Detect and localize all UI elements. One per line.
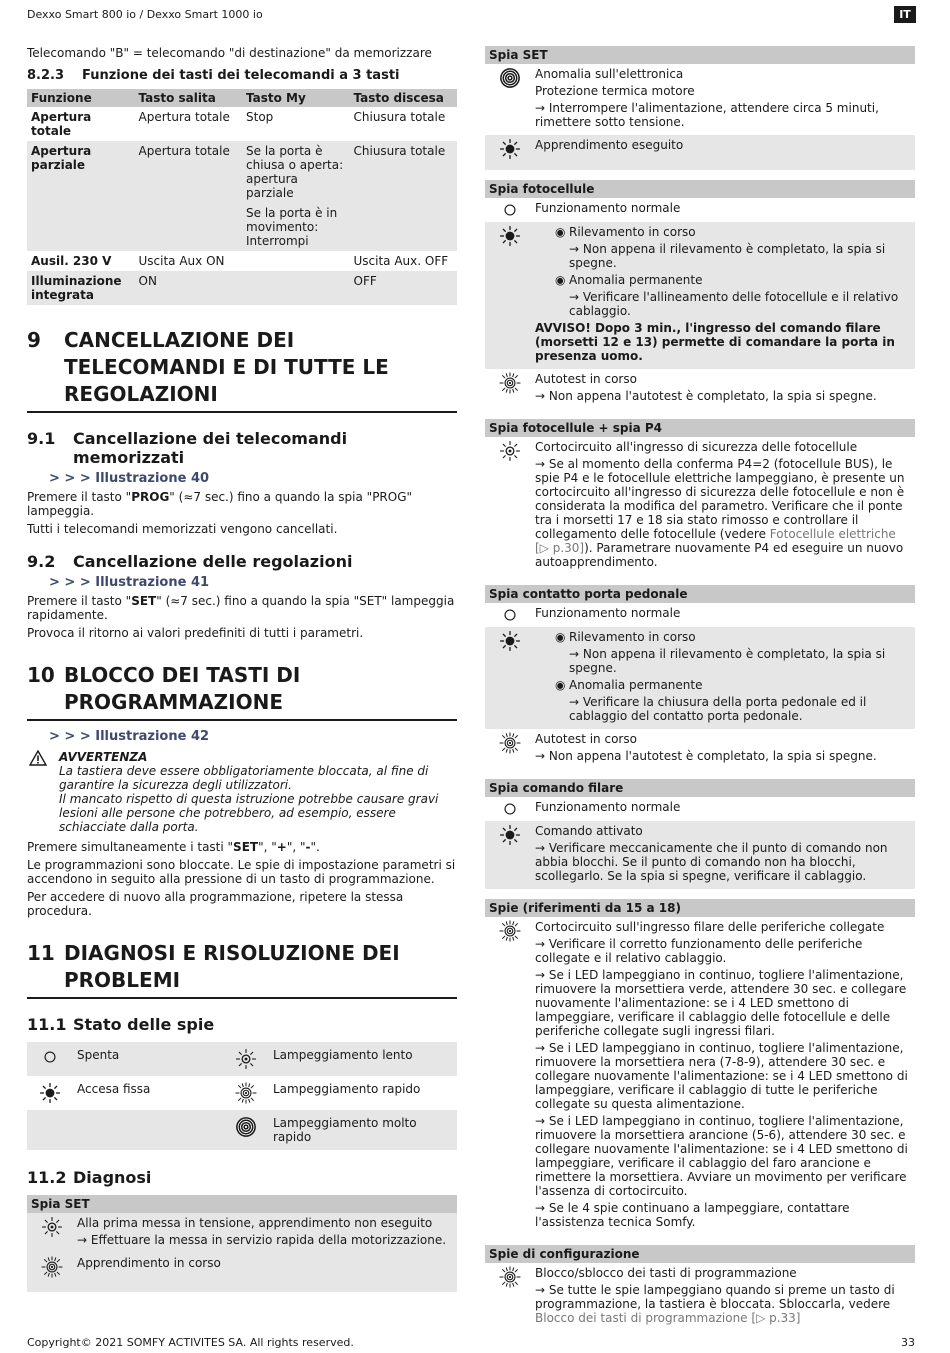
- box-title: Spia fotocellule + spia P4: [485, 419, 915, 437]
- spie-configurazione-box: [485, 1245, 915, 1331]
- paragraph: Premere il tasto "SET" (≈7 sec.) fino a quando la spia "SET" lampeggia rapidamente.: [27, 594, 455, 622]
- led-off-icon: [41, 1048, 59, 1066]
- box-title: Spie (riferimenti da 15 a 18): [485, 899, 915, 917]
- warning-text: Il mancato rispetto di questa istruzione potrebbe causare gravi lesioni alle persone che potrebbero, ad esempio, essere schiacciate dalla porta.: [59, 792, 439, 834]
- box-title: Spia SET: [27, 1195, 457, 1213]
- list-item: Cortocircuito all'ingresso di sicurezza delle fotocellule → Se al momento della conferma P4=2 (fotocellule BUS), le spie P4 e le fotocellule elettriche lampeggiano, è presente un cortocircuito all'ingresso di sicurezza delle fotocellule e non è considerata la modifica del parametro. Verificare che il ponte tra i morsetti 17 e 18 sia stato rimosso e controllare il collegamento delle fotocellule (vedere Fotocellule elettriche [▷ p.30]). Parametrare nuovamente P4 ed eseguire un nuovo autoapprendimento.: [485, 437, 915, 575]
- led-very-fast-blink-icon: [235, 1116, 257, 1138]
- warning-text: La tastiera deve essere obbligatoriamente bloccata, al fine di garantire la sicurezza degli utilizzatori.: [59, 764, 429, 792]
- led-fixed-icon: [499, 225, 521, 247]
- spia-set-box: [27, 1195, 457, 1292]
- right-column: [485, 46, 915, 1341]
- table-row: Ausil. 230 V Uscita Aux ON Uscita Aux. OFF: [31, 254, 449, 268]
- section-9-heading: 9 CANCELLAZIONE DEI TELECOMANDI E DI TUTTE LE REGOLAZIONI: [27, 327, 457, 413]
- spia-set-box: [485, 46, 915, 170]
- section-9-2-heading: 9.2 Cancellazione delle regolazioni: [27, 552, 353, 571]
- list-item: Funzionamento normale: [485, 198, 915, 222]
- led-fast-blink-icon: [499, 1266, 521, 1288]
- list-item: Funzionamento normale: [485, 603, 915, 627]
- list-item: Blocco/sblocco dei tasti di programmazione → Se tutte le spie lampeggiano quando si preme un tasto di programmazione, la tastiera è bloccata. Sbloccarla, vedere Blocco dei tasti di programmazione [▷ p.33]: [485, 1263, 915, 1331]
- box-title: Spia SET: [485, 46, 915, 64]
- paragraph: Provoca il ritorno ai valori predefiniti di tutti i parametri.: [27, 626, 364, 640]
- box-title: Spie di configurazione: [485, 1245, 915, 1263]
- intro-text: Telecomando "B" = telecomando "di destinazione" da memorizzare: [27, 46, 432, 60]
- section-9-1-heading: 9.1 Cancellazione dei telecomandi memorizzati: [27, 429, 348, 467]
- led-fast-blink-icon: [41, 1256, 63, 1278]
- col-header: Funzione: [27, 89, 135, 107]
- list-item: Anomalia sull'elettronica Protezione termica motore → Interrompere l'alimentazione, attendere circa 5 minuti, rimettere sotto tensione.: [485, 64, 915, 135]
- led-slow-blink-icon: [235, 1048, 257, 1070]
- led-fixed-icon: [499, 630, 521, 652]
- document-header: Dexxo Smart 800 io / Dexxo Smart 1000 io: [27, 8, 263, 21]
- led-off-icon: [501, 800, 519, 818]
- language-badge: IT: [894, 6, 916, 23]
- illustration-link-42[interactable]: > > > Illustrazione 42: [49, 729, 210, 744]
- spia-fotocellule-box: [485, 180, 915, 409]
- list-item: Comando attivato → Verificare meccanicamente che il punto di comando non abbia blocchi. Se il punto di comando non ha blocchi, scollegarlo. Se la spia si spegne, verificare il cablaggio.: [485, 821, 915, 889]
- bullet-icon: ◉: [555, 630, 566, 644]
- section-11-heading: 11 DIAGNOSI E RISOLUZIONE DEI PROBLEMI: [27, 940, 457, 999]
- section-11-2-heading: 11.2 Diagnosi: [27, 1168, 152, 1187]
- table-row: Lampeggiamento molto rapido: [27, 1110, 457, 1150]
- col-header: Tasto My: [242, 89, 350, 107]
- paragraph: Premere il tasto "PROG" (≈7 sec.) fino a quando la spia "PROG" lampeggia.: [27, 490, 413, 518]
- list-item: Funzionamento normale: [485, 797, 915, 821]
- led-fast-blink-icon: [499, 920, 521, 942]
- box-title: Spia contatto porta pedonale: [485, 585, 915, 603]
- list-item: Autotest in corso → Non appena l'autotest è completato, la spia si spegne.: [485, 369, 915, 409]
- paragraph: Per accedere di nuovo alla programmazione, ripetere la stessa procedura.: [27, 890, 404, 918]
- illustration-link-41[interactable]: > > > Illustrazione 41: [49, 575, 210, 590]
- footer-copyright: Copyright© 2021 SOMFY ACTIVITES SA. All rights reserved.: [27, 1336, 354, 1349]
- led-slow-blink-icon: [499, 440, 521, 462]
- cross-reference-link[interactable]: Blocco dei tasti di programmazione [▷ p.33]: [535, 1311, 801, 1325]
- led-fixed-icon: [499, 824, 521, 846]
- table-row: Se la porta è in movimento: Interrompi: [27, 203, 457, 251]
- keys-table: [27, 89, 457, 305]
- table-row: Apertura totale Apertura totale Stop Chiusura totale: [31, 110, 446, 138]
- bullet-icon: ◉: [555, 273, 566, 287]
- list-item: ◉ Rilevamento in corso → Non appena il rilevamento è completato, la spia si spegne. ◉ Anomalia permanente → Verificare la chiusura della porta pedonale ed il cablaggio del contatto porta pedonale.: [485, 627, 915, 729]
- cross-reference-link[interactable]: Fotocellule elettriche [▷ p.30]: [535, 527, 896, 555]
- warning-box: [27, 750, 457, 834]
- list-item: Apprendimento in corso: [27, 1253, 457, 1292]
- section-11-1-heading: 11.1 Stato delle spie: [27, 1015, 215, 1034]
- led-very-fast-blink-icon: [499, 67, 521, 89]
- paragraph: Le programmazioni sono bloccate. Le spie di impostazione parametri si accendono in seguito alla pressione di un tasto di programmazione.: [27, 858, 456, 886]
- page-number: 33: [901, 1336, 915, 1349]
- spia-porta-pedonale-box: [485, 585, 915, 769]
- spia-comando-filare-box: [485, 779, 915, 889]
- led-legend-table: [27, 1042, 457, 1150]
- list-item: Alla prima messa in tensione, apprendimento non eseguito → Effettuare la messa in servizio rapida della motorizzazione.: [27, 1213, 457, 1253]
- list-item: Autotest in corso → Non appena l'autotest è completato, la spia si spegne.: [485, 729, 915, 769]
- led-fixed-icon: [499, 138, 521, 160]
- table-row: Illuminazione integrata ON OFF: [27, 271, 457, 305]
- led-fast-blink-icon: [499, 732, 521, 754]
- led-fixed-icon: [39, 1082, 61, 1104]
- led-slow-blink-icon: [41, 1216, 63, 1238]
- led-off-icon: [501, 201, 519, 219]
- spie-riferimenti-box: [485, 899, 915, 1235]
- paragraph: Premere simultaneamente i tasti "SET", "+", "-".: [27, 840, 320, 854]
- list-item: Cortocircuito sull'ingresso filare delle periferiche collegate → Verificare il corretto funzionamento delle periferiche collegate e il relativo cablaggio. → Se i LED lampeggiano in continuo, togliere l'alimentazione, rimuovere la morsettiera verde, attendere 30 sec. e collegare nuovamente l'alimentazione: se i 4 LED smettono di lampeggiare, verificare il cablaggio delle fotocellule e delle periferiche collegate sugli ingressi filari. → Se i LED lampeggiano in continuo, togliere l'alimentazione, rimuovere la morsettiera nera (7-8-9), attendere 30 sec. e collegare nuovamente l'alimentazione: se i 4 LED smettono di lampeggiare, verificare il cablaggio di tutte le periferiche collegate su questa alimentazione. → Se i LED lampeggiano in continuo, togliere l'alimentazione, rimuovere la morsettiera arancione (5-6), attendere 30 sec. e collegare nuovamente l'alimentazione: se i 4 LED smettono di lampeggiare, verificare il cablaggio del faro arancione e rimettere la morsettiera. Avviare un movimento per verificare l'assenza di cortocircuito. → Se le 4 spie continuano a lampeggiare, contattare l'assistenza tecnica Somfy.: [485, 917, 915, 1235]
- list-item: Apprendimento eseguito: [485, 135, 915, 170]
- list-item: ◉ Rilevamento in corso → Non appena il rilevamento è completato, la spia si spegne. ◉ Anomalia permanente → Verificare l'allineamento delle fotocellule e il relativo cablaggio. AVVISO! Dopo 3 min., l'ingresso del comando filare (morsetti 12 e 13) permette di comandare la porta in presenza uomo.: [485, 222, 915, 369]
- col-header: Tasto salita: [135, 89, 243, 107]
- bullet-icon: ◉: [555, 678, 566, 692]
- paragraph: Tutti i telecomandi memorizzati vengono cancellati.: [27, 522, 338, 536]
- warning-title: AVVERTENZA: [59, 750, 148, 764]
- box-title: Spia fotocellule: [485, 180, 915, 198]
- left-column: [27, 46, 457, 1302]
- warning-icon: [29, 750, 47, 766]
- spia-fotocellule-p4-box: [485, 419, 915, 575]
- col-header: Tasto discesa: [350, 89, 458, 107]
- section-8-2-3: 8.2.3 Funzione dei tasti dei telecomandi a 3 tasti: [27, 68, 400, 83]
- box-title: Spia comando filare: [485, 779, 915, 797]
- led-off-icon: [501, 606, 519, 624]
- table-row: Accesa fissa Lampeggiamento rapido: [27, 1076, 457, 1110]
- bullet-icon: ◉: [555, 225, 566, 239]
- table-row: Apertura parziale Apertura totale Se la porta è chiusa o aperta: apertura parziale Chiusura totale: [27, 141, 457, 203]
- led-fast-blink-icon: [235, 1082, 257, 1104]
- table-row: Spenta Lampeggiamento lento: [27, 1042, 457, 1076]
- section-10-heading: 10 BLOCCO DEI TASTI DI PROGRAMMAZIONE: [27, 662, 457, 721]
- illustration-link-40[interactable]: > > > Illustrazione 40: [49, 471, 210, 486]
- led-fast-blink-icon: [499, 372, 521, 394]
